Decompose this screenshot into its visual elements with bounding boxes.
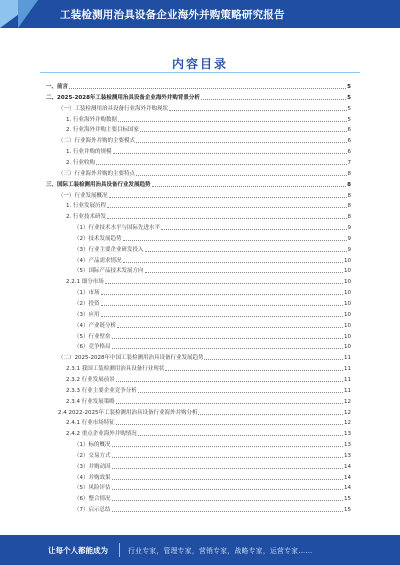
toc-leader-dots xyxy=(101,305,344,306)
toc-entry-page: 14 xyxy=(344,474,351,481)
header-bar xyxy=(0,0,400,28)
toc-leader-dots xyxy=(112,446,344,447)
toc-entry-page: 5 xyxy=(347,116,351,123)
toc-entry-title: （三）行业海外并购的主要特点 xyxy=(58,170,136,177)
toc-entry[interactable] xyxy=(74,297,351,308)
toc-entry[interactable] xyxy=(66,145,351,156)
toc-entry[interactable] xyxy=(58,167,351,178)
toc-entry-page: 5 xyxy=(347,105,351,112)
toc-leader-dots xyxy=(145,272,343,273)
toc-entry-page: 13 xyxy=(344,431,351,438)
toc-leader-dots xyxy=(116,403,343,404)
toc-entry-title: （1）标的概况 xyxy=(74,442,111,449)
toc-entry-page: 10 xyxy=(344,322,351,329)
toc-entry-title: 1. 行业发展历程 xyxy=(66,203,106,210)
toc-entry[interactable] xyxy=(66,416,351,427)
toc-entry[interactable] xyxy=(74,254,351,265)
toc-entry-page: 9 xyxy=(347,225,351,232)
toc-entry[interactable] xyxy=(66,384,351,395)
toc-entry[interactable] xyxy=(66,427,351,438)
toc-entry-title: （6）整合情况 xyxy=(74,496,111,503)
toc-entry-title: 2. 行业海外并购主要目标国家 xyxy=(66,127,139,134)
toc-entry[interactable] xyxy=(74,264,351,275)
toc-entry-title: 2.4.2 重点企业海外并购情况 xyxy=(66,431,137,438)
toc-entry[interactable] xyxy=(74,243,351,254)
toc-entry[interactable] xyxy=(58,134,351,145)
toc-entry[interactable] xyxy=(66,113,351,124)
toc-entry[interactable] xyxy=(66,275,351,286)
toc-entry-page: 10 xyxy=(344,311,351,318)
toc-entry-page: 14 xyxy=(344,463,351,470)
toc-entry[interactable] xyxy=(66,199,351,210)
toc-entry[interactable] xyxy=(58,102,351,113)
toc-leader-dots xyxy=(140,131,347,132)
toc-entry[interactable] xyxy=(66,362,351,373)
toc-entry[interactable] xyxy=(74,221,351,232)
toc-entry[interactable] xyxy=(74,438,351,449)
toc-entry-page: 11 xyxy=(344,387,351,394)
toc-entry-title: （6）竞争格局 xyxy=(74,344,111,351)
toc-entry-title: （5）风险评估 xyxy=(74,485,111,492)
toc-entry-title: （5）国际产品技术发展方向 xyxy=(74,268,144,275)
toc-entry-page: 11 xyxy=(344,366,351,373)
toc-entry[interactable] xyxy=(46,91,351,102)
footer-brand: 让每个人都能成为 xyxy=(48,546,108,555)
toc-entry-title: 三、国际工装检测用治具设备行业发展趋势 xyxy=(46,181,151,188)
toc-entry-page: 6 xyxy=(347,149,351,156)
toc-entry-page: 8 xyxy=(347,181,351,188)
toc-entry-title: 2. 行业收购 xyxy=(66,159,95,166)
toc-heading: 内容目录 xyxy=(171,57,228,71)
toc-entry[interactable] xyxy=(74,232,351,243)
toc-entry-page: 12 xyxy=(344,398,351,405)
toc-entry-page: 10 xyxy=(344,279,351,286)
toc-leader-dots xyxy=(118,121,347,122)
toc-leader-dots xyxy=(123,240,347,241)
toc-entry-page: 8 xyxy=(347,203,351,210)
toc-entry[interactable] xyxy=(66,395,351,406)
toc-entry[interactable] xyxy=(74,308,351,319)
toc-entry-page: 5 xyxy=(347,94,351,101)
toc-leader-dots xyxy=(112,457,344,458)
toc-entry-title: （4）产业链分析 xyxy=(74,322,116,329)
toc-entry[interactable] xyxy=(74,286,351,297)
toc-leader-dots xyxy=(113,153,347,154)
toc-entry-page: 14 xyxy=(344,485,351,492)
toc-entry-page: 15 xyxy=(344,507,351,514)
report-title: 工装检测用治具设备企业海外并购策略研究报告 xyxy=(60,9,285,21)
toc-entry-title: （1）行业技术水平与国际先进水平 xyxy=(74,225,161,232)
toc-leader-dots xyxy=(109,197,347,198)
toc-entry-page: 10 xyxy=(344,301,351,307)
toc-entry[interactable] xyxy=(58,351,351,362)
toc-entry[interactable] xyxy=(46,80,351,91)
toc-leader-dots xyxy=(112,500,344,501)
header-decoration xyxy=(18,0,38,28)
toc-leader-dots xyxy=(117,327,343,328)
toc-entry-title: 2. 行业技术研发 xyxy=(66,214,106,221)
toc-entry[interactable] xyxy=(74,503,351,514)
toc-entry-title: （1）市场 xyxy=(74,290,100,297)
toc-leader-dots xyxy=(112,468,344,469)
toc-entry-title: （4）产品需求情况 xyxy=(74,257,122,264)
toc-entry-page: 10 xyxy=(344,290,351,297)
toc-entry-page: 8 xyxy=(347,192,351,199)
toc-entry[interactable] xyxy=(58,406,351,417)
toc-entry-page: 13 xyxy=(344,442,351,449)
toc-leader-dots xyxy=(138,435,343,436)
footer-slogan: 行业专家，管理专家，营销专家，战略专家，运营专家…… xyxy=(128,547,313,555)
toc-leader-dots xyxy=(116,381,343,382)
toc-entry-title: 2.2.1 细分市场 xyxy=(66,279,104,286)
toc-entry-title: （一）工装检测用治具设备行业海外并购现状 xyxy=(58,105,169,112)
toc-entry-title: 2.3.3 行业主要企业竞争分析 xyxy=(66,387,137,394)
toc-entry-title: 1. 行业海外并购数据 xyxy=(66,116,117,123)
toc-entry-title: （二）行业海外并购的主要模式 xyxy=(58,138,136,145)
toc-leader-dots xyxy=(96,164,347,165)
toc-entry-page: 8 xyxy=(347,214,351,221)
toc-leader-dots xyxy=(69,88,346,89)
toc-entry-title: （3）行业主要企业研发投入 xyxy=(74,246,144,253)
toc-entry[interactable] xyxy=(66,156,351,167)
toc-entry[interactable] xyxy=(74,330,351,341)
toc-leader-dots xyxy=(107,218,347,219)
toc-entry-title: （7）启示总结 xyxy=(74,507,111,514)
toc-leader-dots xyxy=(101,294,344,295)
toc-entry-title: 二、2025-2028年工装检测用治具设备企业海外并购背景分析 xyxy=(46,94,200,101)
toc-leader-dots xyxy=(105,283,343,284)
toc-entry-page: 12 xyxy=(344,409,351,416)
toc-leader-dots xyxy=(136,142,346,143)
toc-entry[interactable] xyxy=(74,340,351,351)
toc-leader-dots xyxy=(107,207,347,208)
toc-entry[interactable] xyxy=(46,178,351,189)
toc-entry[interactable] xyxy=(74,471,351,482)
toc-entry-title: （4）并购效果 xyxy=(74,474,111,481)
toc-entry-page: 8 xyxy=(347,170,351,177)
toc-entry-title: 2.3.4 行业发展策略 xyxy=(66,398,115,405)
toc-entry[interactable] xyxy=(66,373,351,384)
toc-entry-page: 6 xyxy=(347,127,351,134)
toc-entry-title: （2）投资 xyxy=(74,301,100,307)
toc-entry-title: 2.3.2 行业发展前景 xyxy=(66,376,115,383)
toc-entry-page: 10 xyxy=(344,257,351,264)
toc-leader-dots xyxy=(101,316,344,317)
toc-entry[interactable] xyxy=(74,481,351,492)
toc-entry-page: 5 xyxy=(347,84,351,90)
toc-leader-dots xyxy=(112,338,344,339)
footer-bar xyxy=(0,535,400,565)
toc-entry[interactable] xyxy=(74,492,351,503)
toc-entry[interactable] xyxy=(58,189,351,200)
toc-leader-dots xyxy=(136,175,346,176)
toc-entry-page: 7 xyxy=(347,159,351,166)
toc-leader-dots xyxy=(112,489,344,490)
toc-leader-dots xyxy=(169,110,346,111)
toc-entry-title: （3）应用 xyxy=(74,311,100,318)
toc-leader-dots xyxy=(198,414,343,415)
toc-entry-page: 15 xyxy=(344,496,351,503)
toc-leader-dots xyxy=(165,370,343,371)
toc-entry[interactable] xyxy=(74,449,351,460)
toc-leader-dots xyxy=(123,262,344,263)
toc-entry[interactable] xyxy=(74,319,351,330)
toc-entry-page: 10 xyxy=(344,268,351,275)
toc-leader-dots xyxy=(112,511,344,512)
toc-entry[interactable] xyxy=(66,210,351,221)
toc-entry[interactable] xyxy=(74,460,351,471)
toc-entry-title: 1. 行业并购的规模 xyxy=(66,149,112,156)
toc-entry-title: （二）2025-2028年中国工装检测用治具设备行业发展趋势 xyxy=(58,355,204,362)
toc-leader-dots xyxy=(112,479,344,480)
toc-leader-dots xyxy=(152,186,347,187)
toc-entry-page: 9 xyxy=(347,235,351,242)
toc-leader-dots xyxy=(201,99,346,100)
toc-leader-dots xyxy=(161,229,346,230)
toc-entry-title: 一、前言 xyxy=(46,84,69,90)
toc-entry-page: 11 xyxy=(344,355,351,362)
toc-divider xyxy=(40,72,360,73)
toc-entry-title: 2.4.1 行业市场特征 xyxy=(66,420,115,427)
toc-entry-title: 2.3.1 我国工装检测用治具设备行业现状 xyxy=(66,366,165,373)
toc-entry-page: 13 xyxy=(344,452,351,459)
toc-entry-page: 6 xyxy=(347,138,351,145)
toc-entry-title: （2）技术发展趋势 xyxy=(74,235,122,242)
toc-leader-dots xyxy=(204,359,343,360)
toc-entry-title: （一）行业发展概况 xyxy=(58,192,108,199)
toc-entry-page: 10 xyxy=(344,344,351,351)
toc-entry-page: 10 xyxy=(344,333,351,340)
toc-entry[interactable] xyxy=(66,123,351,134)
toc-entry-page: 11 xyxy=(344,376,351,383)
toc-entry-title: 2.4 2022-2025年工装检测用治具设备行业海外并购分析 xyxy=(58,409,198,416)
toc-leader-dots xyxy=(145,251,347,252)
toc-leader-dots xyxy=(138,392,343,393)
toc-entry-page: 9 xyxy=(347,246,351,253)
toc-leader-dots xyxy=(112,348,344,349)
toc-entry-title: （3）并购动因 xyxy=(74,463,111,470)
toc-entry-page: 12 xyxy=(344,420,351,427)
footer-divider xyxy=(119,543,120,557)
toc-leader-dots xyxy=(116,424,343,425)
toc-entry-title: （2）交易方式 xyxy=(74,452,111,459)
toc-entry-title: （5）行业壁垒 xyxy=(74,333,111,340)
